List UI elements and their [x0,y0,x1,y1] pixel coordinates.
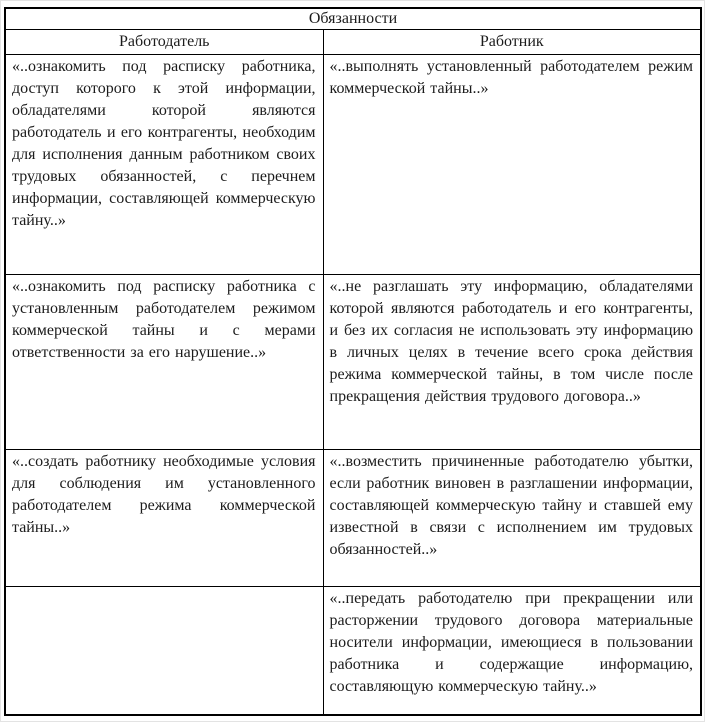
employer-cell: «..ознакомить под расписку работника с установленным работодателем режимом коммерческой тайны и с мерами ответственности за его нарушение..» [5,275,323,450]
table-row [5,55,701,275]
table-title-row [5,8,701,30]
table-row [5,587,701,715]
column-header-employee: Работник [323,30,701,55]
employee-cell: «..не разглашать эту информацию, обладателями которой являются работодатель и его контрагенты, и без их согласия не использовать эту информацию в личных целях в течение всего срока действия режима коммерческой тайны, в том числе после прекращения действия трудового договора..» [323,275,701,450]
duties-table [4,7,702,716]
table-title: Обязанности [5,8,701,30]
employee-cell: «..передать работодателю при прекращении или расторжении трудового договора материальные носители информации, имеющиеся в пользовании работника и содержащие информацию, составляющую коммерческую тайну..» [323,587,701,715]
employer-cell: «..создать работнику необходимые условия для соблюдения им установленного работодателем режима коммерческой тайны..» [5,450,323,587]
column-header-employer: Работодатель [5,30,323,55]
column-header-row [5,30,701,55]
employer-cell: «..ознакомить под расписку работника, доступ которого к этой информации, обладателями которой являются работодатель и его контрагенты, необходим для исполнения данным работником своих трудовых обязанностей, с перечнем информации, составляющей коммерческую тайну..» [5,55,323,275]
employee-cell: «..возместить причиненные работодателю убытки, если работник виновен в разглашении информации, составляющей коммерческую тайну и ставшей ему известной в связи с исполнением им трудовых обязанностей..» [323,450,701,587]
employee-cell: «..выполнять установленный работодателем режим коммерческой тайны..» [323,55,701,275]
table-row [5,275,701,450]
employer-cell-empty [5,587,323,715]
table-row [5,450,701,587]
